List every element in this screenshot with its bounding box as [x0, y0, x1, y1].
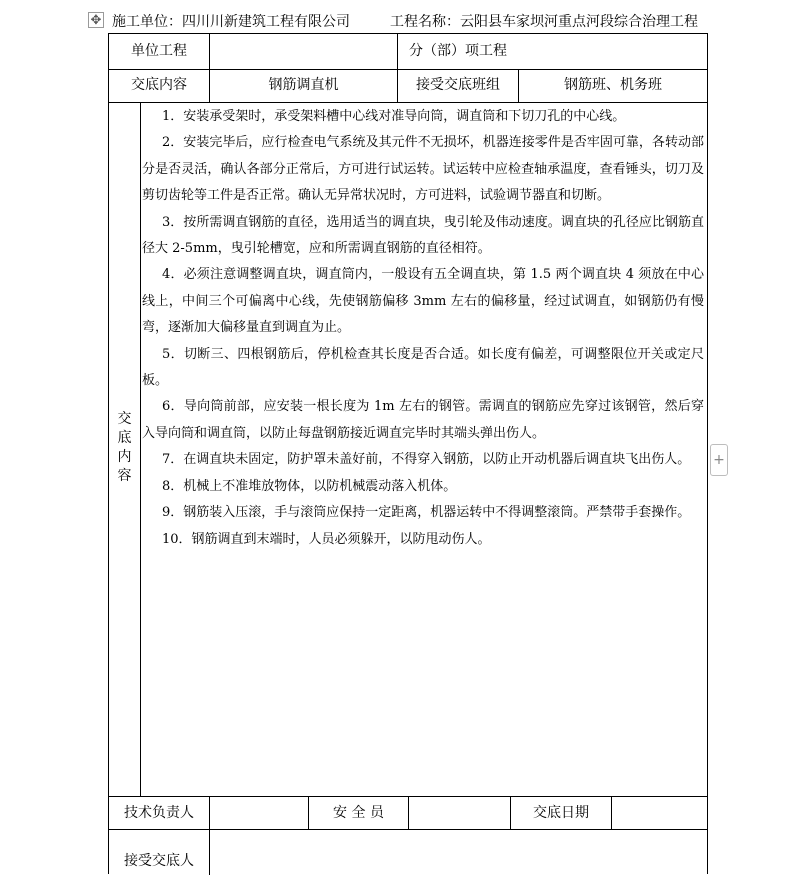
paragraph: 2．安装完毕后，应行检查电气系统及其元件不无损坏，机器连接零件是否牢固可靠，各转动部分是否灵活，确认各部分正常后，方可进行试运转。试运转中应检查轴承温度，查看锤头，切刀及剪切齿轮等工件是否正常。确认无异常状况时，方可进料，试验调节器直和切断。: [142, 135, 704, 204]
side-char: 底: [117, 430, 132, 446]
receiver-value[interactable]: [210, 851, 707, 871]
side-char: 内: [117, 449, 132, 465]
add-column-plus-icon[interactable]: +: [710, 444, 728, 476]
paragraph: 5．切断三、四根钢筋后，停机检查其长度是否合适。如长度有偏差，可调整限位开关或定尺板。: [142, 346, 704, 389]
table-move-icon[interactable]: ✥: [88, 12, 104, 28]
unit-project-value[interactable]: [210, 41, 397, 61]
disclosure-content-value[interactable]: 钢筋调直机: [268, 77, 339, 93]
date-label: 交底日期: [533, 805, 589, 821]
tech-lead-value[interactable]: [210, 803, 308, 823]
paragraph: 4．必须注意调整调直块，调直筒内，一般设有五全调直块，第 1.5 两个调直块 4 须放在中心线上，中间三个可偏离中心线，先使钢筋偏移 3mm 左右的偏移量，经过试调直，如钢筋仍有慢弯，逐渐加大偏移量直到调直为止。: [142, 267, 704, 336]
disclosure-body[interactable]: [142, 104, 704, 553]
construction-unit-label: 施工单位：四川川新建筑工程有限公司: [112, 14, 350, 30]
disclosure-content-side-label: [109, 410, 140, 486]
disclosure-content-label: 交底内容: [131, 77, 187, 93]
paragraph: 9．钢筋装入压滚，手与滚筒应保持一定距离，机器运转中不得调整滚筒。严禁带手套操作。: [162, 505, 691, 521]
paragraph: 1．安装承受架时，承受架料槽中心线对准导向筒，调直筒和下切刀孔的中心线。: [162, 109, 626, 124]
side-char: 交: [117, 411, 132, 427]
paragraph: 3．按所需调直钢筋的直径，选用适当的调直块，曳引轮及伟动速度。调直块的孔径应比钢筋直径大 2-5mm，曳引轮槽宽，应和所需调直钢筋的直径相符。: [142, 214, 704, 257]
unit-project-label: 单位工程: [131, 43, 187, 59]
receiver-label: 接受交底人: [124, 853, 194, 869]
paragraph: 10．钢筋调直到末端时，人员必须躲开，以防甩动伤人。: [162, 531, 491, 547]
paragraph: 7．在调直块未固定，防护罩未盖好前，不得穿入钢筋，以防止开动机器后调直块飞出伤人。: [162, 452, 691, 468]
sub-project-value[interactable]: [519, 41, 707, 61]
receiving-team-value[interactable]: 钢筋班、机务班: [564, 77, 662, 93]
side-char: 容: [117, 468, 132, 484]
tech-lead-label: 技术负责人: [124, 805, 194, 821]
project-name-label: 工程名称：云阳县车家坝河重点河段综合治理工程: [390, 14, 698, 30]
safety-officer-label: 安 全 员: [333, 805, 384, 821]
receiving-team-label: 接受交底班组: [416, 77, 500, 93]
safety-officer-value[interactable]: [409, 803, 510, 823]
paragraph: 8．机械上不准堆放物体，以防机械震动落入机体。: [162, 478, 457, 494]
disclosure-table: [108, 33, 708, 874]
sub-project-label: 分（部）项工程: [409, 43, 507, 59]
date-value[interactable]: [612, 803, 707, 823]
paragraph: 6．导向筒前部，应安装一根长度为 1m 左右的钢管。需调直的钢筋应先穿过该钢管，然后穿入导向筒和调直筒，以防止每盘钢筋接近调直完毕时其端头弹出伤人。: [142, 399, 704, 441]
